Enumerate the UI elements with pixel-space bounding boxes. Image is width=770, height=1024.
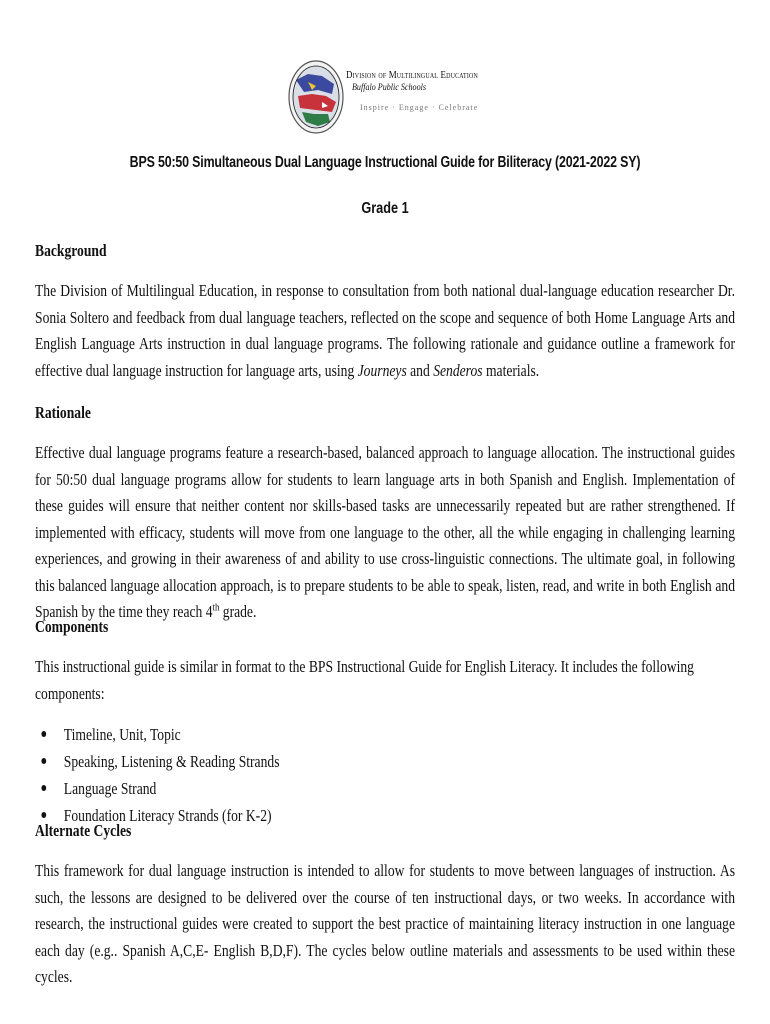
rationale-text: Effective dual language programs feature a research-based, balanced approach to language allocation. The instructional guides for 50:50 dual language programs allow for students to learn language arts in both Spanish and English. Implementation of these guides will ensure that neither content nor skills-based tasks are unnecessarily repeated but are rather strengthened. If implemented with efficacy, students will move from one language to the other, all the while engaging in challenging learning experiences, and growing in their awareness of and ability to use cross-linguistic connections. The ultimate goal, in following this balanced language allocation approach, is to prepare students to be able to speak, listen, read, and write in both English and Spanish by the time they reach 4 — [35, 443, 735, 621]
background-section — [35, 240, 735, 384]
list-item: Timeline, Unit, Topic — [35, 721, 735, 748]
logo-text — [346, 70, 486, 114]
background-and: and — [410, 360, 430, 380]
components-section — [35, 616, 735, 829]
journeys-title: Journeys — [357, 360, 407, 380]
division-logo — [288, 60, 488, 140]
rationale-section — [35, 402, 735, 626]
rationale-heading: Rationale — [35, 403, 91, 422]
components-list — [35, 721, 735, 829]
background-text-end: materials. — [485, 360, 540, 380]
components-heading: Components — [35, 617, 109, 636]
background-heading: Background — [35, 241, 107, 260]
alternate-cycles-section — [35, 820, 735, 991]
list-item: Language Strand — [35, 775, 735, 802]
alternate-cycles-paragraph: This framework for dual language instruction is intended to allow for students to move between languages of instruction. As such, the lessons are designed to be delivered over the course of ten instructional days, or two weeks. In accordance with research, the instructional guides were created to support the best practice of maintaining literacy instruction in one language each day (e.g.. Spanish A,C,E- English B,D,F). The cycles below outline materials and assessments to be used within these cycles. — [35, 861, 735, 986]
background-paragraph — [35, 278, 735, 384]
senderos-title: Senderos — [433, 360, 483, 380]
document-title: BPS 50:50 Simultaneous Dual Language Instructional Guide for Biliteracy (2021-2022 SY) — [129, 154, 641, 171]
list-item: Speaking, Listening & Reading Strands — [35, 748, 735, 775]
components-intro: This instructional guide is similar in format to the BPS Instructional Guide for English Literacy. It includes the following components: — [35, 657, 694, 703]
globe-seal-icon — [288, 60, 344, 134]
rationale-text-end: grade. — [222, 602, 257, 621]
list-item: Foundation Literacy Strands (for K-2) — [35, 802, 735, 829]
logo-tagline: Inspire · Engage · Celebrate — [360, 103, 479, 112]
logo-division-name: Division of Multilingual Education — [346, 70, 478, 81]
background-text: The Division of Multilingual Education, in response to consultation from both national dual-language education researcher Dr. Sonia Soltero and feedback from dual language teachers, reflected on the scope and sequence of both Home Language Arts and English Language Arts instruction in dual language programs. The following rationale and guidance outline a framework for effective dual language instruction for language arts, using — [35, 281, 735, 380]
rationale-paragraph — [35, 440, 735, 626]
alternate-cycles-heading: Alternate Cycles — [35, 821, 132, 840]
logo-district-name: Buffalo Public Schools — [352, 83, 427, 93]
rationale-superscript: th — [212, 601, 220, 614]
grade-heading: Grade 1 — [361, 200, 409, 217]
